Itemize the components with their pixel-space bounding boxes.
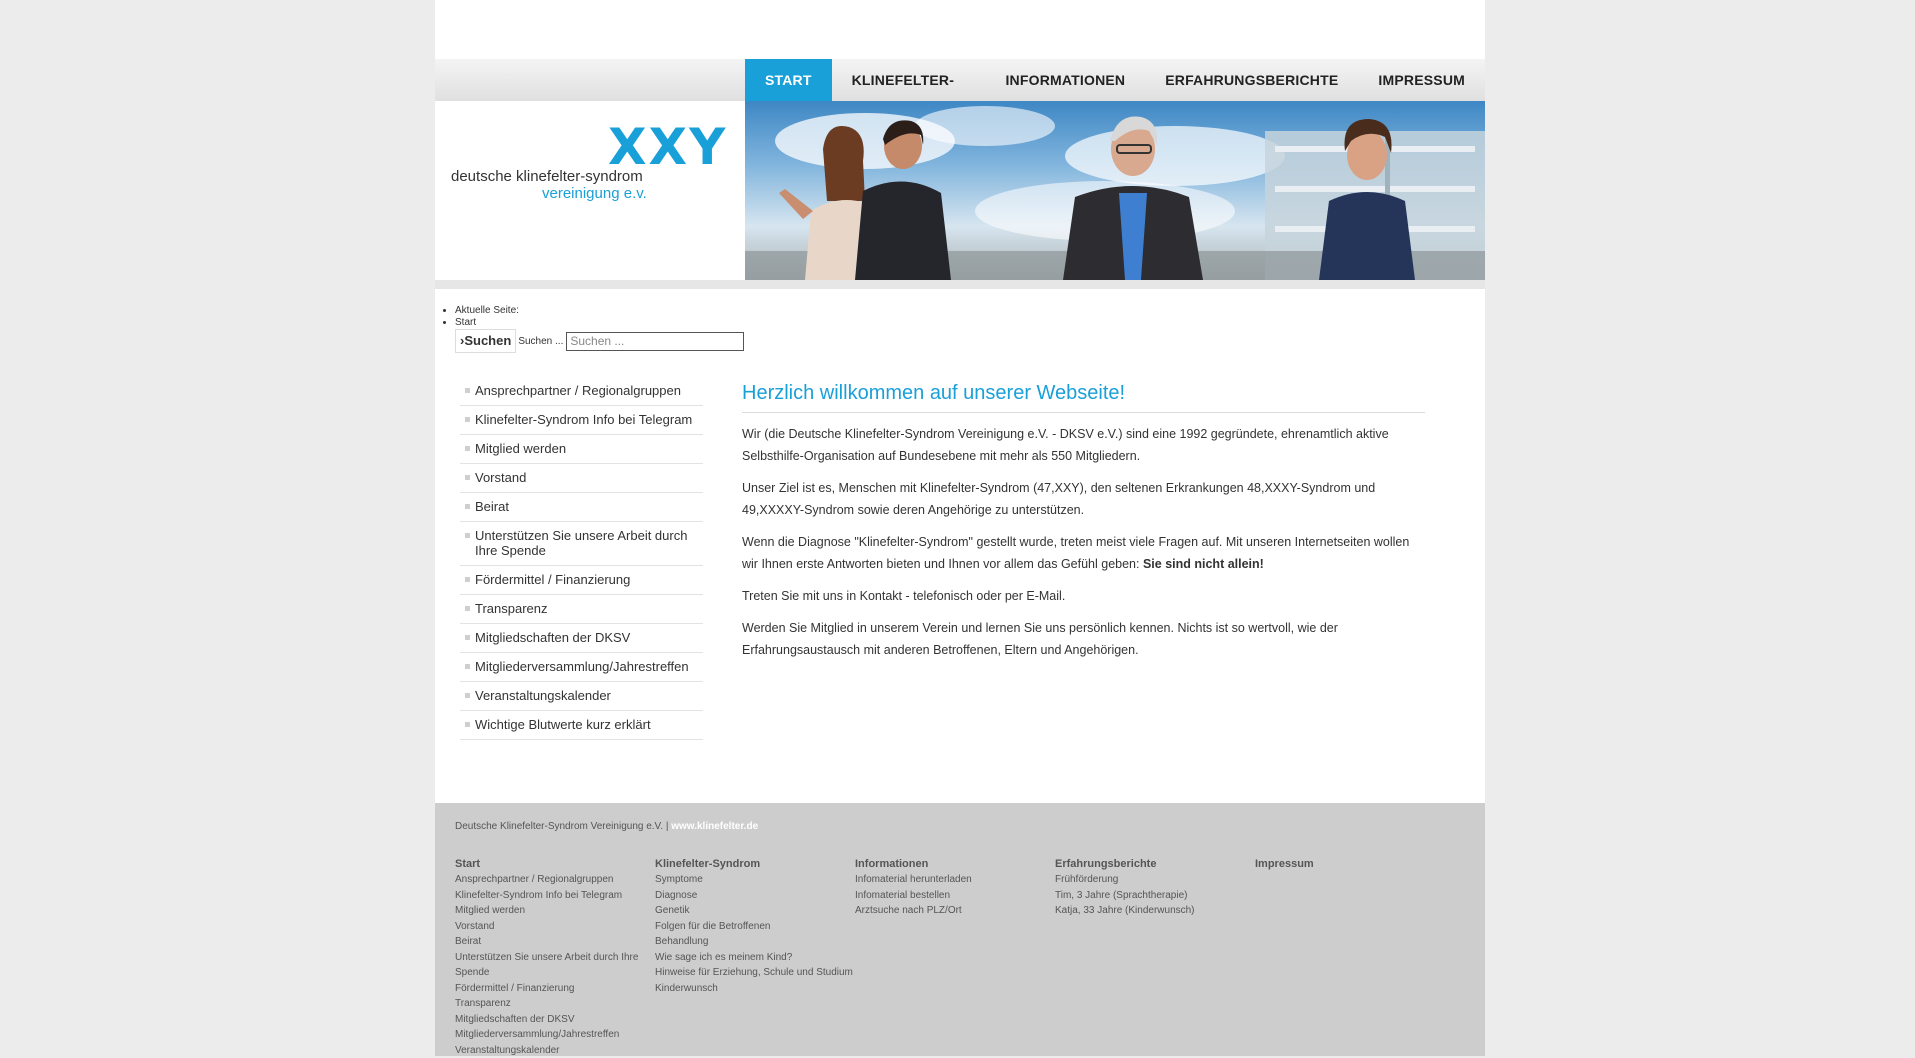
page-title: Herzlich willkommen auf unserer Webseite! [742, 377, 1425, 413]
footer-link[interactable]: Wie sage ich es meinem Kind? [655, 950, 855, 966]
square-bullet-icon [465, 577, 470, 582]
sidebar-item[interactable] [460, 493, 703, 522]
footer-column-heading[interactable]: Impressum [1255, 858, 1455, 870]
membership-paragraph: Werden Sie Mitglied in unserem Verein und lernen Sie uns persönlich kennen. Nichts ist so wertvoll, wie der Erfahrungsaustausch mit anderen Betroffenen, Eltern und Angehörigen. [742, 617, 1425, 661]
footer-column [1255, 858, 1455, 872]
footer-link[interactable]: Behandlung [655, 934, 855, 950]
sidebar-item[interactable] [460, 624, 703, 653]
breadcrumb-label: • Aktuelle Seite: [455, 305, 519, 317]
square-bullet-icon [465, 606, 470, 611]
logo-line2: vereinigung e.v. [542, 185, 647, 202]
footer-link[interactable]: Mitglied werden [455, 903, 655, 919]
nav-item-erfahrungsberichte[interactable]: ERFAHRUNGSBERICHTE [1145, 59, 1358, 101]
footer-site-link[interactable]: www.klinefelter.de [671, 821, 758, 832]
footer-link[interactable]: Frühförderung [1055, 872, 1255, 888]
footer-link[interactable]: Infomaterial bestellen [855, 888, 1055, 904]
sidebar-item-label: Mitgliedschaften der DKSV [475, 630, 630, 645]
footer [435, 803, 1485, 1056]
footer-link[interactable]: Klinefelter-Syndrom Info bei Telegram [455, 888, 655, 904]
footer-column [1055, 858, 1255, 919]
footer-link[interactable]: Beirat [455, 934, 655, 950]
logo-xxy: XXY [608, 118, 727, 176]
search-button[interactable] [455, 329, 516, 353]
sidebar-item-label: Mitglied werden [475, 441, 566, 456]
diagnosis-emphasis: Sie sind nicht allein! [1143, 557, 1264, 571]
logo-line1: deutsche klinefelter-syndrom [451, 168, 643, 185]
logo[interactable] [435, 101, 745, 280]
square-bullet-icon [465, 504, 470, 509]
footer-column [455, 858, 655, 1058]
sidebar-item[interactable] [460, 711, 703, 740]
search-label: Suchen ... [518, 336, 563, 347]
footer-link[interactable]: Diagnose [655, 888, 855, 904]
square-bullet-icon [465, 722, 470, 727]
sidebar-item[interactable] [460, 566, 703, 595]
footer-column-heading[interactable]: Informationen [855, 858, 1055, 870]
sidebar-item-label: Veranstaltungskalender [475, 688, 611, 703]
main-content [742, 377, 1425, 661]
goal-paragraph: Unser Ziel ist es, Menschen mit Klinefelter-Syndrom (47,XXY), den seltenen Erkrankungen 48,XXXY-Syndrom und 49,XXXXY-Syndrom sowie deren Angehörige zu unterstützen. [742, 477, 1425, 521]
header [435, 101, 1485, 280]
footer-link[interactable]: Mitgliedschaften der DKSV [455, 1012, 655, 1028]
footer-column [655, 858, 855, 996]
square-bullet-icon [465, 388, 470, 393]
sidebar-item[interactable] [460, 653, 703, 682]
footer-column [855, 858, 1055, 919]
footer-link[interactable]: Symptome [655, 872, 855, 888]
footer-link[interactable]: Folgen für die Betroffenen [655, 919, 855, 935]
sidebar-item[interactable] [460, 377, 703, 406]
footer-link[interactable]: Transparenz [455, 996, 655, 1012]
footer-column-heading[interactable]: Klinefelter-Syndrom [655, 858, 855, 870]
copyright-text: Deutsche Klinefelter-Syndrom Vereinigung e.V. | [455, 821, 668, 832]
header-banner-image [745, 101, 1485, 280]
sidebar-item-label: Klinefelter-Syndrom Info bei Telegram [475, 412, 692, 427]
footer-link[interactable]: Unterstützen Sie unsere Arbeit durch Ihre Spende [455, 950, 655, 981]
sidebar-item-label: Unterstützen Sie unsere Arbeit durch Ihre Spende [475, 528, 687, 558]
square-bullet-icon [465, 446, 470, 451]
diagnosis-text: Wenn die Diagnose "Klinefelter-Syndrom" gestellt wurde, treten meist viele Fragen auf. Mit unseren Internetseiten wollen wir Ihnen erste Antworten bieten und Ihnen vor allem das Gefühl geben: [742, 535, 1409, 571]
breadcrumb [441, 305, 519, 329]
footer-link[interactable]: Vorstand [455, 919, 655, 935]
nav-item-informationen[interactable]: INFORMATIONEN [985, 59, 1145, 101]
main-nav [745, 59, 1485, 101]
footer-link[interactable]: Ansprechpartner / Regionalgruppen [455, 872, 655, 888]
search-input[interactable] [566, 332, 744, 351]
square-bullet-icon [465, 693, 470, 698]
footer-link[interactable]: Hinweise für Erziehung, Schule und Studium [655, 965, 855, 981]
sidebar-item-label: Fördermittel / Finanzierung [475, 572, 630, 587]
breadcrumb-current: • Start [455, 317, 519, 329]
page [435, 0, 1485, 1056]
sidebar-item[interactable] [460, 464, 703, 493]
footer-link[interactable]: Tim, 3 Jahre (Sprachtherapie) [1055, 888, 1255, 904]
sidebar-item-label: Beirat [475, 499, 509, 514]
sidebar-menu [460, 377, 703, 740]
sidebar-item-label: Mitgliederversammlung/Jahrestreffen [475, 659, 689, 674]
sidebar-item[interactable] [460, 522, 703, 566]
square-bullet-icon [465, 635, 470, 640]
square-bullet-icon [465, 533, 470, 538]
footer-link[interactable]: Fördermittel / Finanzierung [455, 981, 655, 997]
footer-link[interactable]: Infomaterial herunterladen [855, 872, 1055, 888]
sidebar-item-label: Vorstand [475, 470, 526, 485]
sidebar-item-label: Ansprechpartner / Regionalgruppen [475, 383, 681, 398]
banner-photo-illustration [745, 101, 1485, 280]
footer-link[interactable]: Veranstaltungskalender [455, 1043, 655, 1058]
header-divider [435, 280, 1485, 289]
square-bullet-icon [465, 475, 470, 480]
footer-link[interactable]: Katja, 33 Jahre (Kinderwunsch) [1055, 903, 1255, 919]
top-navbar [435, 59, 1485, 101]
search-button-label: Suchen [464, 333, 511, 348]
nav-item-impressum[interactable]: IMPRESSUM [1358, 59, 1485, 101]
nav-item-start[interactable]: START [745, 59, 832, 101]
footer-link[interactable]: Genetik [655, 903, 855, 919]
footer-link[interactable]: Arztsuche nach PLZ/Ort [855, 903, 1055, 919]
footer-column-heading[interactable]: Erfahrungsberichte [1055, 858, 1255, 870]
footer-column-heading[interactable]: Start [455, 858, 655, 870]
sidebar-item-label: Transparenz [475, 601, 548, 616]
nav-item-klinefelter-syndrom[interactable]: KLINEFELTER- [832, 59, 986, 101]
sidebar-item[interactable] [460, 682, 703, 711]
sidebar-item[interactable] [460, 406, 703, 435]
search-form [455, 329, 744, 353]
sidebar-item[interactable] [460, 435, 703, 464]
footer-copyright [455, 821, 758, 832]
footer-link[interactable]: Kinderwunsch [655, 981, 855, 997]
footer-link[interactable]: Mitgliederversammlung/Jahrestreffen [455, 1027, 655, 1043]
chevron-right-icon: › [460, 333, 464, 348]
sidebar-item[interactable] [460, 595, 703, 624]
intro-paragraph: Wir (die Deutsche Klinefelter-Syndrom Vereinigung e.V. - DKSV e.V.) sind eine 1992 gegründete, ehrenamtlich aktive Selbsthilfe-Organisation auf Bundesebene mit mehr als 550 Mitgliedern. [742, 423, 1425, 467]
square-bullet-icon [465, 664, 470, 669]
square-bullet-icon [465, 417, 470, 422]
sidebar-item-label: Wichtige Blutwerte kurz erklärt [475, 717, 651, 732]
contact-paragraph: Treten Sie mit uns in Kontakt - telefonisch oder per E-Mail. [742, 585, 1425, 607]
diagnosis-paragraph [742, 531, 1425, 575]
